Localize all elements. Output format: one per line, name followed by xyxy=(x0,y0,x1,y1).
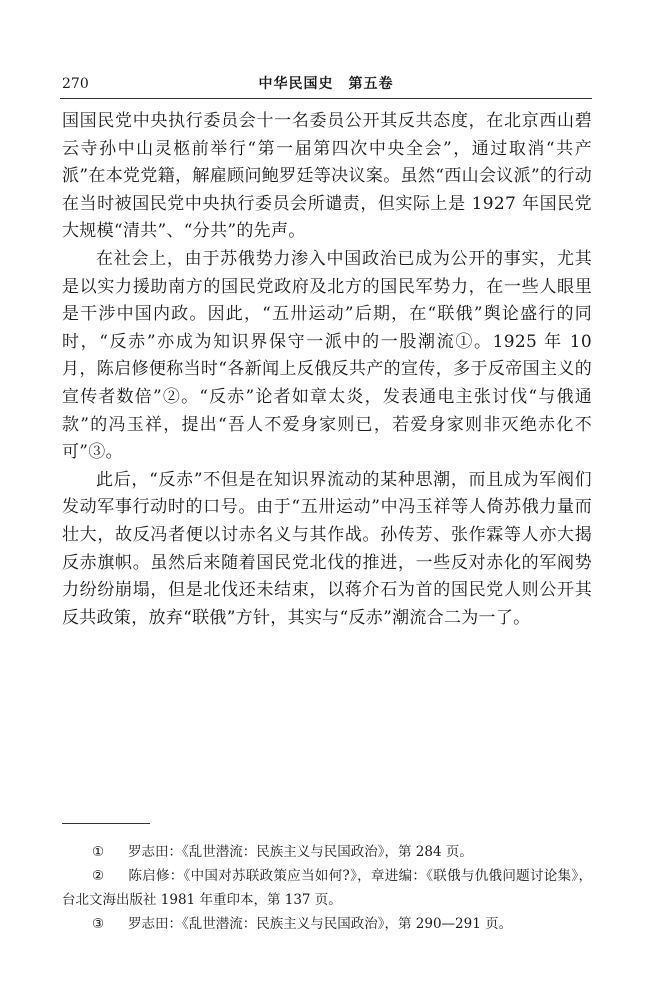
footnote-1 xyxy=(62,840,592,864)
paragraph-2: 在社会上，由于苏俄势力渗入中国政治已成为公开的事实，尤其是以实力援助南方的国民党政府及北方的国民军势力，在一些人眼里是干涉中国内政。因此，“五卅运动”后期，在“联俄”舆论盛行的同时，“反赤”亦成为知识界保守一派中的一股潮流①。1925 年 10 月，陈启修便称当时“各新闻上反俄反共产的宣传，多于反帝国主义的宣传者数倍”②。“反赤”论者如章太炎，发表通电主张讨伐“与俄通款”的冯玉祥，提出“吾人不爱身家则已，若爱身家则非灭绝赤化不可”③。 xyxy=(62,248,592,463)
paragraph-1: 国国民党中央执行委员会十一名委员公开其反共态度，在北京西山碧云寺孙中山灵柩前举行“第一届第四次中央全会”，通过取消“共产派”在本党党籍，解雇顾问鲍罗廷等决议案。虽然“西山会议派”的行动在当时被国民党中央执行委员会所谴责，但实际上是 1927 年国民党大规模“清共”、“分共”的先声。 xyxy=(62,111,592,242)
running-title: 中华民国史 第五卷 xyxy=(258,76,394,92)
footnote-2 xyxy=(62,864,592,912)
footnote-text: 罗志田：《乱世潜流：民族主义与民国政治》，第 290—291 页。 xyxy=(128,916,513,932)
footnote-mark: ① xyxy=(92,844,105,860)
body-text xyxy=(62,108,592,632)
footnotes xyxy=(62,840,592,936)
footnote-text: 罗志田：《乱世潜流：民族主义与民国政治》，第 284 页。 xyxy=(128,844,473,860)
page-header xyxy=(62,74,590,100)
header-rule xyxy=(60,98,592,99)
page-number: 270 xyxy=(62,76,89,92)
footnote-mark: ② xyxy=(92,868,105,884)
footnote-rule xyxy=(62,823,150,824)
footnote-mark: ③ xyxy=(92,916,105,932)
paragraph-3: 此后，“反赤”不但是在知识界流动的某种思潮，而且成为军阀们发动军事行动时的口号。由于“五卅运动”中冯玉祥等人倚苏俄力量而壮大，故反冯者便以讨赤名义与其作战。孙传芳、张作霖等人亦大揭反赤旗帜。虽然后来随着国民党北伐的推进，一些反对赤化的军阀势力纷纷崩塌，但是北伐还未结束，以蒋介石为首的国民党人则公开其反共政策，放弃“联俄”方针，其实与“反赤”潮流合二为一了。 xyxy=(62,469,592,628)
footnote-3 xyxy=(62,912,592,936)
footnote-text: 陈启修：《中国对苏联政策应当如何?》，章进编：《联俄与仇俄问题讨论集》，台北文海出版社 1981 年重印本，第 137 页。 xyxy=(62,868,592,908)
